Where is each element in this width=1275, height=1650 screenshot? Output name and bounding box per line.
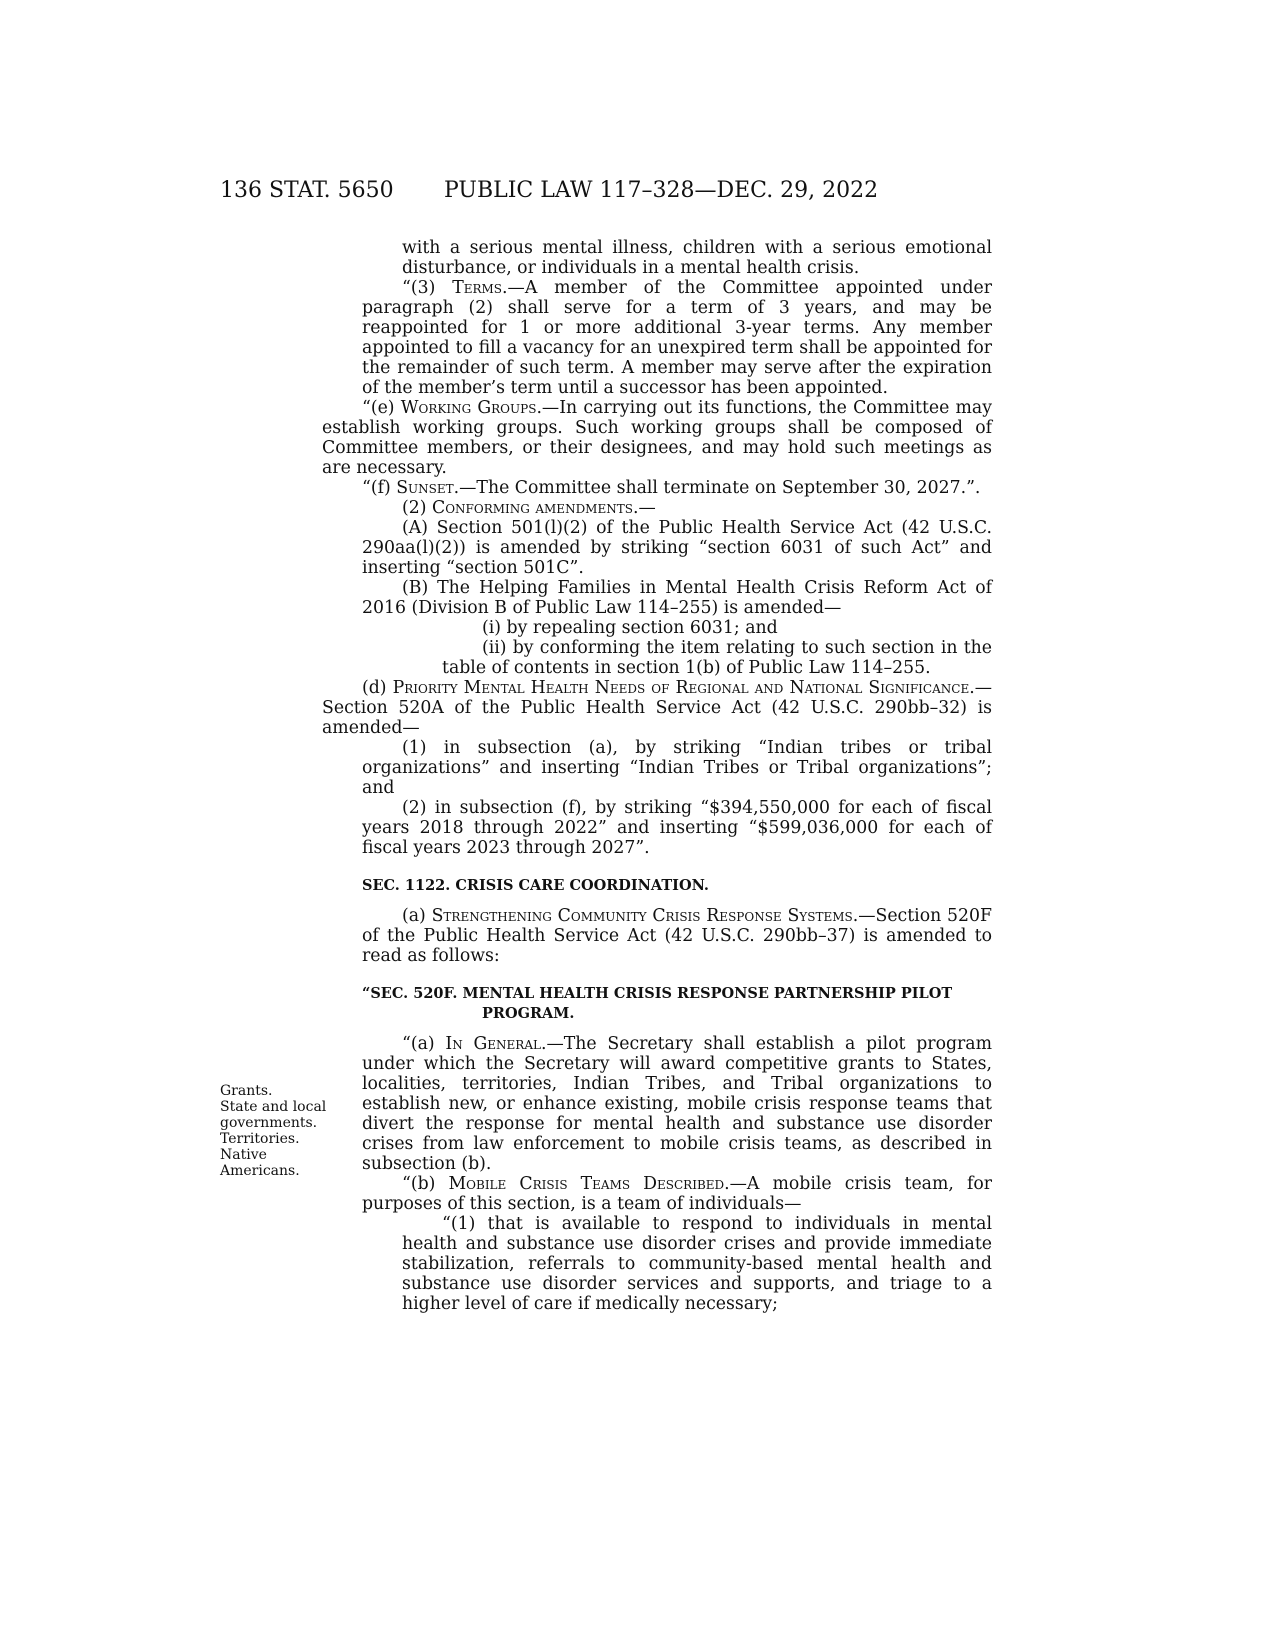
paragraph-conforming-amendments: (2) Conforming amendments.— <box>402 498 656 518</box>
paragraph-sunset: “(f) Sunset.—The Committee shall terminate on September 30, 2027.”. <box>362 478 981 498</box>
page-header <box>220 178 885 218</box>
paragraph-priority-needs: (d) Priority Mental Health Needs of Regional and National Significance.—Section 520A of the Public Health Service Act (42 U.S.C. 290bb–32) is amended— <box>322 678 992 738</box>
section-heading: SEC. 1122. CRISIS CARE COORDINATION. <box>362 877 709 894</box>
statute-page-reference: 136 STAT. 5650 <box>220 178 394 203</box>
running-head-title: PUBLIC LAW 117–328—DEC. 29, 2022 <box>444 178 879 203</box>
paragraph-team-item-1: “(1) that is available to respond to individuals in mental health and substance use disorder crises and provide immediate stabilization, referrals to community-based mental health and substance use disorder services and supports, and triage to a higher level of care if medically necessary; <box>402 1214 992 1314</box>
margin-note <box>220 1083 340 1179</box>
paragraph-working-groups: “(e) Working Groups.—In carrying out its functions, the Committee may establish working groups. Such working groups shall be composed of Committee members, or their designees, and may hold such meetings as are necessary. <box>322 398 992 478</box>
margin-note-line: Grants. <box>220 1083 273 1099</box>
paragraph-item-1: (1) in subsection (a), by striking “Indian tribes or tribal organizations” and inserting “Indian Tribes or Tribal organizations”; and <box>362 738 992 798</box>
paragraph-item-2: (2) in subsection (f), by striking “$394,550,000 for each of fiscal years 2018 through 2022” and inserting “$599,036,000 for each of fiscal years 2023 through 2027”. <box>362 798 992 858</box>
paragraph-clause-i: (i) by repealing section 6031; and <box>482 618 778 638</box>
paragraph-strengthening: (a) Strengthening Community Crisis Response Systems.—Section 520F of the Public Health Service Act (42 U.S.C. 290bb–37) is amended to read as follows: <box>362 906 993 966</box>
margin-note-line: State and local <box>220 1099 327 1115</box>
paragraph-subpara-a: (A) Section 501(l)(2) of the Public Health Service Act (42 U.S.C. 290aa(l)(2)) is amended by striking “section 6031 of such Act” and inserting “section 501C”. <box>362 518 992 578</box>
paragraph-mobile-crisis-teams: “(b) Mobile Crisis Teams Described.—A mobile crisis team, for purposes of this section, is a team of individuals— <box>362 1174 992 1214</box>
paragraph-terms: “(3) Terms.—A member of the Committee appointed under paragraph (2) shall serve for a term of 3 years, and may be reappointed for 1 or more additional 3-year terms. Any member appointed to fill a vacancy for an unexpired term shall be appointed for the remainder of such term. A member may serve after the expiration of the member’s term until a successor has been appointed. <box>362 278 993 398</box>
margin-note-line: Native <box>220 1147 267 1163</box>
margin-note-line: governments. <box>220 1115 318 1131</box>
paragraph-clause-ii: (ii) by conforming the item relating to such section in the table of contents in section 1(b) of Public Law 114–255. <box>442 638 992 678</box>
margin-note-line: Territories. <box>220 1131 300 1147</box>
paragraph-subpara-b: (B) The Helping Families in Mental Health Crisis Reform Act of 2016 (Division B of Public Law 114–255) is amended— <box>362 578 992 618</box>
statute-body <box>322 238 993 1314</box>
paragraph: with a serious mental illness, children with a serious emotional disturbance, or individuals in a mental health crisis. <box>402 238 992 278</box>
margin-note-line: Americans. <box>220 1163 300 1179</box>
paragraph-in-general: “(a) In General.—The Secretary shall establish a pilot program under which the Secretary will award competitive grants to States, localities, territories, Indian Tribes, and Tribal organizations to establish new, or enhance existing, mobile crisis response teams that divert the response for mental health and substance use disorder crises from law enforcement to mobile crisis teams, as described in subsection (b). <box>362 1034 992 1174</box>
section-heading-520f: “SEC. 520F. MENTAL HEALTH CRISIS RESPONSE PARTNERSHIP PILOT PROGRAM. <box>362 985 953 1022</box>
